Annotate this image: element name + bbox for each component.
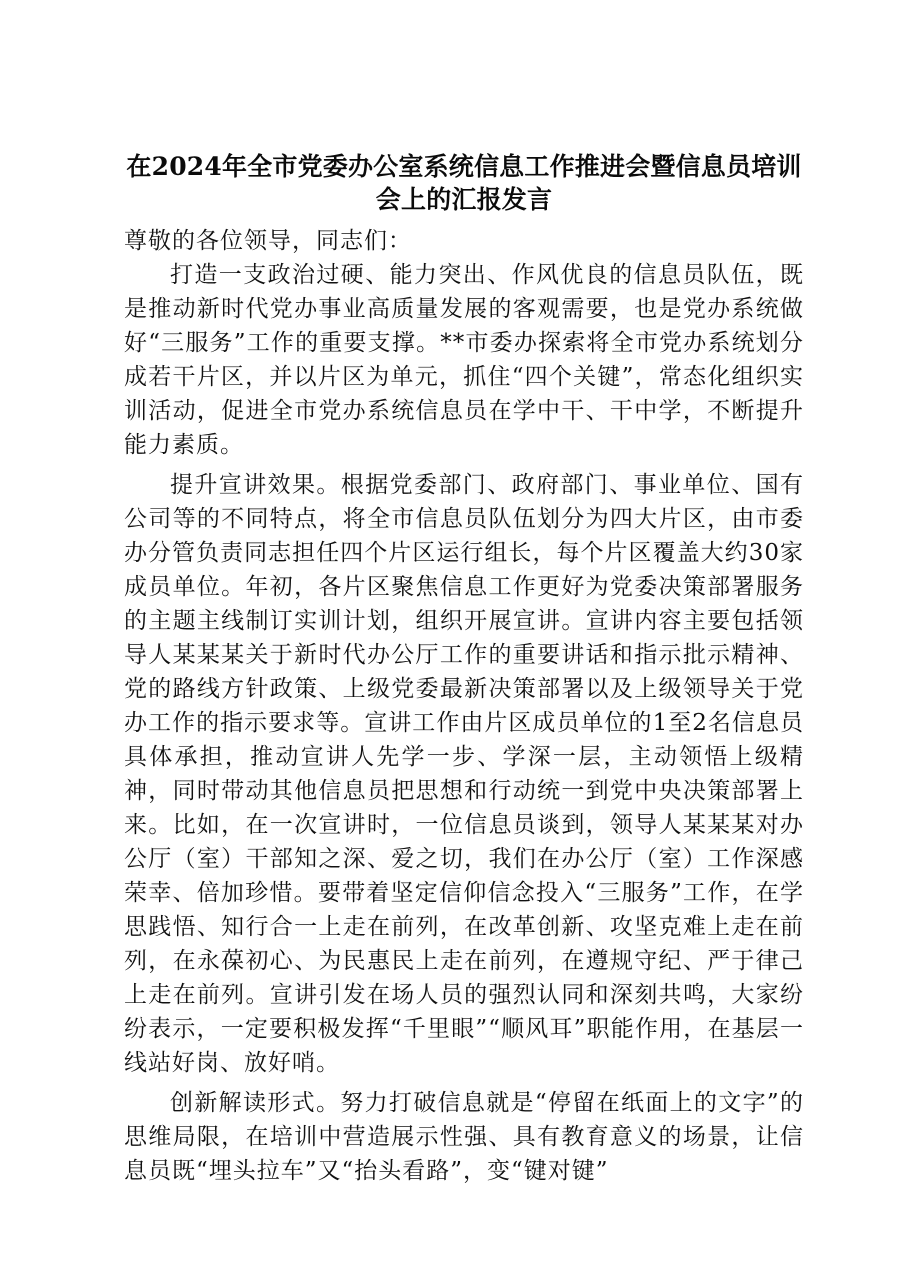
paragraph-intro: 打造一支政治过硬、能力突出、作风优良的信息员队伍，既是推动新时代党办事业高质量发展的客观需要，也是党办系统做好“三服务”工作的重要支撑。**市委办探索将全市党办系统划分成若干片区，并以片区为单元，抓住“四个关键”，常态化组织实训活动，促进全市党办系统信息员在学中干、干中学，不断提升能力素质。 [124, 262, 804, 458]
document-body [124, 150, 804, 1188]
document-title: 在2024年全市党委办公室系统信息工作推进会暨信息员培训会上的汇报发言 [126, 152, 802, 214]
salutation: 尊敬的各位领导，同志们： [124, 228, 412, 254]
paragraph-propaganda-effect: 提升宣讲效果。根据党委部门、政府部门、事业单位、国有公司等的不同特点，将全市信息员队伍划分为四大片区，由市委办分管负责同志担任四个片区运行组长，每个片区覆盖大约30家成员单位。年初，各片区聚焦信息工作更好为党委决策部署服务的主题主线制订实训计划，组织开展宣讲。宣讲内容主要包括领导人某某某关于新时代办公厅工作的重要讲话和指示批示精神、党的路线方针政策、上级党委最新决策部署以及上级领导关于党办工作的指示要求等。宣讲工作由片区成员单位的1至2名信息员具体承担，推动宣讲人先学一步、学深一层，主动领悟上级精神，同时带动其他信息员把思想和行动统一到党中央决策部署上来。比如，在一次宣讲时，一位信息员谈到，领导人某某某对办公厅（室）干部知之深、爱之切，我们在办公厅（室）工作深感荣幸、倍加珍惜。要带着坚定信仰信念投入“三服务”工作，在学思践悟、知行合一上走在前列，在改革创新、攻坚克难上走在前列，在永葆初心、为民惠民上走在前列，在遵规守纪、严于律己上走在前列。宣讲引发在场人员的强烈认同和深刻共鸣，大家纷纷表示，一定要积极发挥“千里眼”“顺风耳”职能作用，在基层一线站好岗、放好哨。 [124, 472, 804, 1076]
paragraph-interpretation-form: 创新解读形式。努力打破信息就是“停留在纸面上的文字”的思维局限，在培训中营造展示性强、具有教育意义的场景，让信息员既“埋头拉车”又“抬头看路”，变“键对键” [124, 1090, 804, 1184]
